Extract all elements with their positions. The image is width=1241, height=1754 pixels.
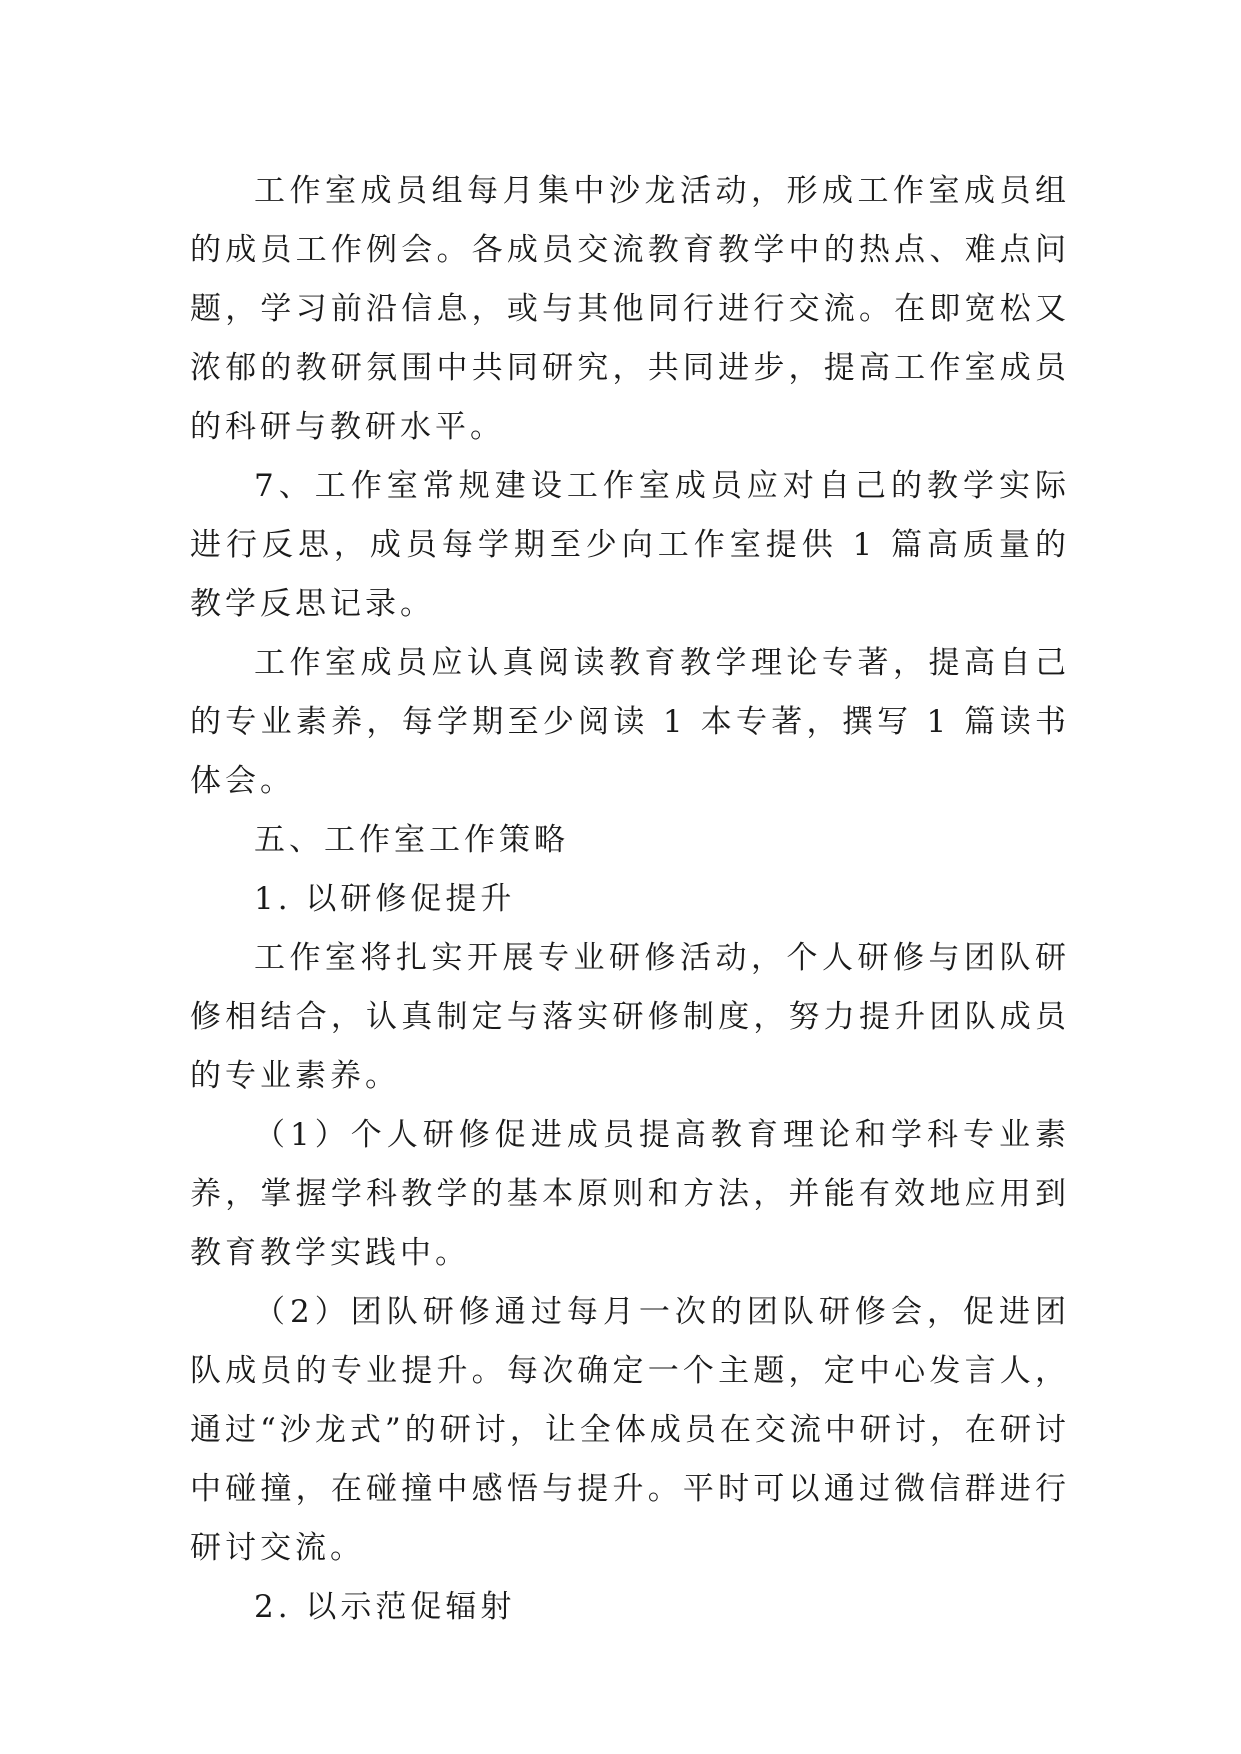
paragraph-salon-activity: 工作室成员组每月集中沙龙活动，形成工作室成员组的成员工作例会。各成员交流教育教学中的热点、难点问题，学习前沿信息，或与其他同行进行交流。在即宽松又浓郁的教研氛围中共同研究，共同进步，提高工作室成员的科研与教研水平。: [190, 173, 1070, 445]
subheading-study-improvement: 1. 以研修促提升: [254, 881, 516, 917]
subheading-demonstration: 2. 以示范促辐射: [254, 1589, 516, 1625]
paragraph-reading-requirement: 工作室成员应认真阅读教育教学理论专著，提高自己的专业素养，每学期至少阅读 1 本专著，撰写 1 篇读书体会。: [190, 645, 1070, 799]
document-body: [190, 162, 1070, 1637]
paragraph-team-study: （2）团队研修通过每月一次的团队研修会，促进团队成员的专业提升。每次确定一个主题，定中心发言人，通过“沙龙式”的研讨，让全体成员在交流中研讨，在研讨中碰撞，在碰撞中感悟与提升。平时可以通过微信群进行研讨交流。: [190, 1294, 1070, 1566]
section-heading-strategy: 五、工作室工作策略: [254, 822, 569, 858]
paragraph-routine-construction: 7、工作室常规建设工作室成员应对自己的教学实际进行反思，成员每学期至少向工作室提供 1 篇高质量的教学反思记录。: [190, 468, 1070, 622]
paragraph-study-activities: 工作室将扎实开展专业研修活动，个人研修与团队研修相结合，认真制定与落实研修制度，努力提升团队成员的专业素养。: [190, 940, 1070, 1094]
paragraph-individual-study: （1）个人研修促进成员提高教育理论和学科专业素养，掌握学科教学的基本原则和方法，并能有效地应用到教育教学实践中。: [190, 1117, 1070, 1271]
